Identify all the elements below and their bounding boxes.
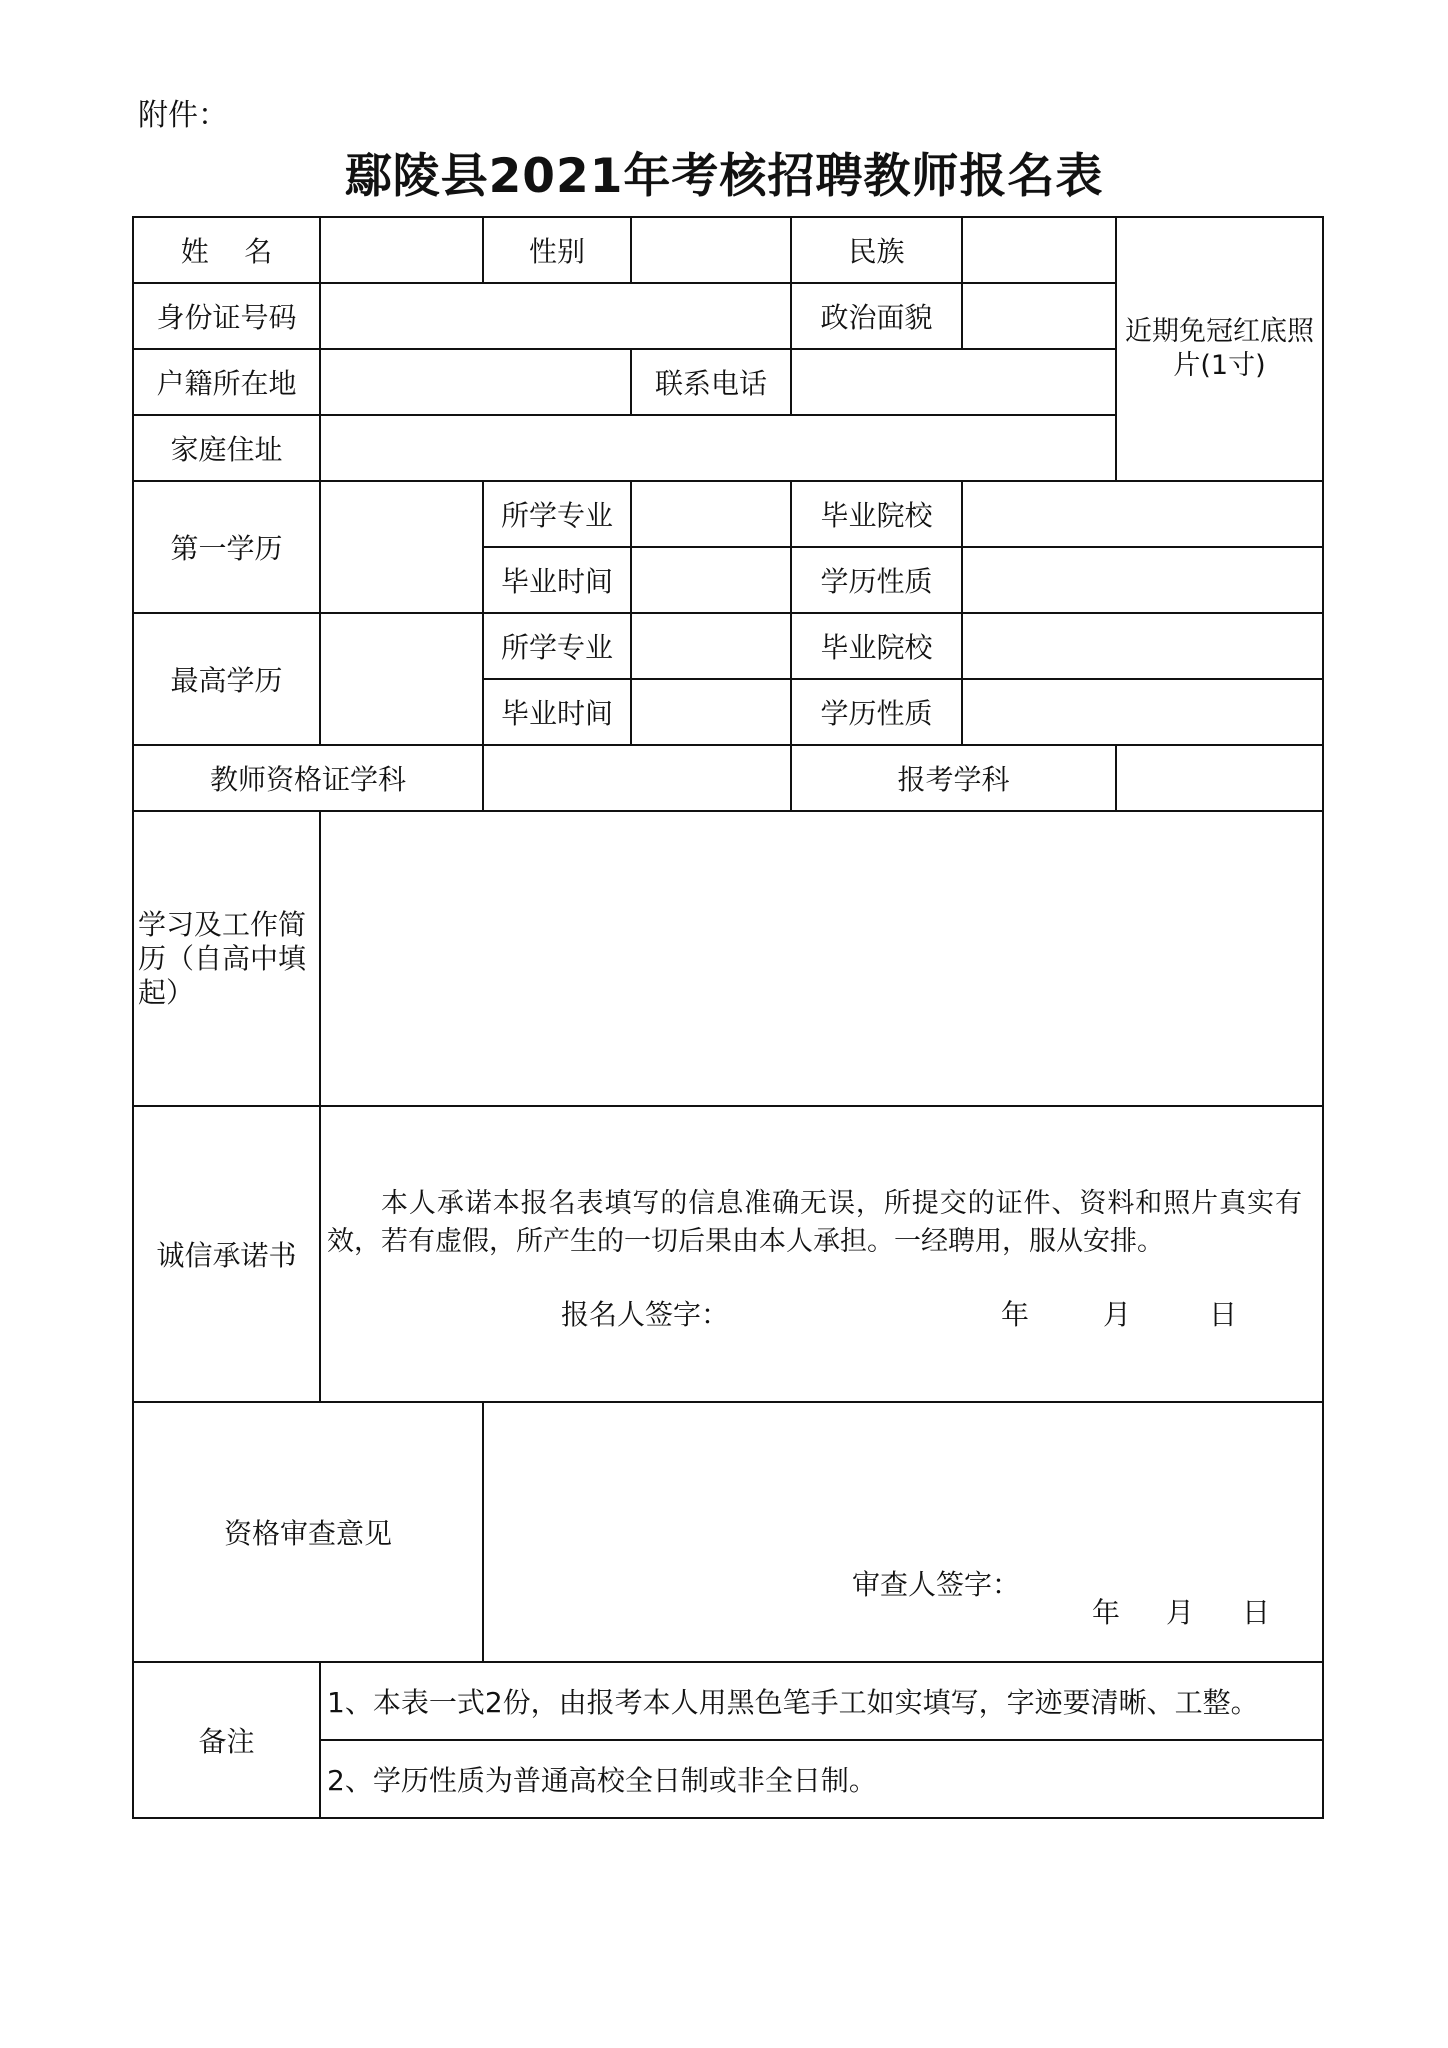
- highest-school-field[interactable]: [962, 613, 1323, 679]
- political-field[interactable]: [962, 283, 1116, 349]
- phone-label: 联系电话: [631, 349, 791, 415]
- first-degree-field[interactable]: [320, 481, 483, 613]
- highest-degree-nature-label: 学历性质: [791, 679, 962, 745]
- first-major-field[interactable]: [631, 481, 791, 547]
- address-label: 家庭住址: [133, 415, 320, 481]
- remark-note-2: 2、学历性质为普通高校全日制或非全日制。: [320, 1740, 1323, 1818]
- pledge-label: 诚信承诺书: [133, 1106, 320, 1402]
- ethnicity-label: 民族: [791, 217, 962, 283]
- first-degree-label: 第一学历: [133, 481, 320, 613]
- first-grad-time-field[interactable]: [631, 547, 791, 613]
- highest-grad-time-field[interactable]: [631, 679, 791, 745]
- first-school-field[interactable]: [962, 481, 1323, 547]
- first-grad-time-label: 毕业时间: [483, 547, 631, 613]
- household-label: 户籍所在地: [133, 349, 320, 415]
- phone-field[interactable]: [791, 349, 1116, 415]
- first-degree-nature-label: 学历性质: [791, 547, 962, 613]
- reviewer-sign-label: 审查人签字：: [852, 1568, 1021, 1601]
- first-major-label: 所学专业: [483, 481, 631, 547]
- cert-subject-label: 教师资格证学科: [133, 745, 483, 811]
- applicant-month-label: 月: [1103, 1298, 1132, 1331]
- page-title: 鄢陵县2021年考核招聘教师报名表: [344, 149, 1104, 204]
- pledge-text: 本人承诺本报名表填写的信息准确无误，所提交的证件、资料和照片真实有效，若有虚假，所产生的一切后果由本人承担。一经聘用，服从安排。: [327, 1188, 1302, 1257]
- photo-label: 近期免冠红底照片(1寸): [1125, 316, 1314, 381]
- reviewer-month-label: 月: [1166, 1596, 1195, 1629]
- photo-box[interactable]: [1116, 217, 1323, 481]
- remark-note-1: 1、本表一式2份，由报考本人用黑色笔手工如实填写，字迹要清晰、工整。: [320, 1662, 1323, 1740]
- reviewer-year-label: 年: [1092, 1596, 1121, 1629]
- highest-major-field[interactable]: [631, 613, 791, 679]
- gender-field[interactable]: [631, 217, 791, 283]
- pledge-cell: [320, 1106, 1323, 1402]
- political-label: 政治面貌: [791, 283, 962, 349]
- apply-subject-field[interactable]: [1116, 745, 1323, 811]
- applicant-day-label: 日: [1209, 1298, 1238, 1331]
- apply-subject-label: 报考学科: [791, 745, 1116, 811]
- reviewer-day-label: 日: [1242, 1596, 1271, 1629]
- highest-grad-time-label: 毕业时间: [483, 679, 631, 745]
- applicant-sign-label: 报名人签字：: [561, 1298, 730, 1331]
- name-label: 姓 名: [133, 217, 320, 283]
- highest-degree-nature-field[interactable]: [962, 679, 1323, 745]
- highest-school-label: 毕业院校: [791, 613, 962, 679]
- first-degree-nature-field[interactable]: [962, 547, 1323, 613]
- highest-degree-field[interactable]: [320, 613, 483, 745]
- resume-field[interactable]: [320, 811, 1323, 1106]
- review-cell[interactable]: [483, 1402, 1323, 1662]
- review-label: 资格审查意见: [133, 1402, 483, 1662]
- ethnicity-field[interactable]: [962, 217, 1116, 283]
- remarks-label: 备注: [133, 1662, 320, 1818]
- cert-subject-field[interactable]: [483, 745, 791, 811]
- attachment-label: 附件：: [138, 98, 228, 133]
- gender-label: 性别: [483, 217, 631, 283]
- resume-label: 学习及工作简历（自高中填起）: [133, 811, 320, 1106]
- applicant-year-label: 年: [1001, 1298, 1030, 1331]
- registration-form: [132, 216, 1324, 1819]
- first-school-label: 毕业院校: [791, 481, 962, 547]
- highest-major-label: 所学专业: [483, 613, 631, 679]
- id-field[interactable]: [320, 283, 791, 349]
- name-field[interactable]: [320, 217, 483, 283]
- household-field[interactable]: [320, 349, 631, 415]
- id-label: 身份证号码: [133, 283, 320, 349]
- highest-degree-label: 最高学历: [133, 613, 320, 745]
- address-field[interactable]: [320, 415, 1116, 481]
